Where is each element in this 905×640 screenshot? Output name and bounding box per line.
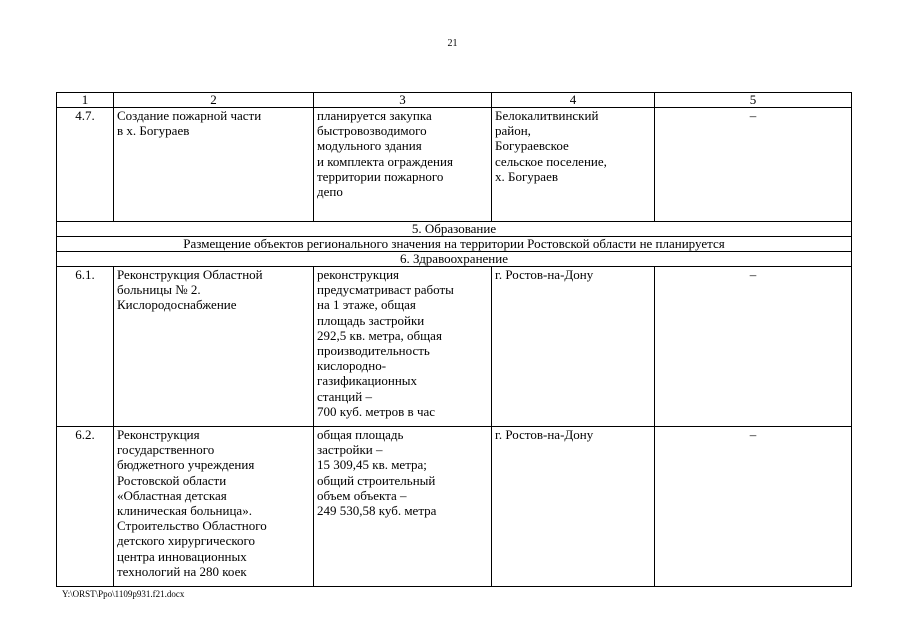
row-number: 6.2. — [57, 427, 114, 587]
header-cell: 4 — [492, 93, 655, 108]
table-header-row — [57, 93, 852, 108]
section-title: 5. Образование — [57, 222, 852, 237]
table-row — [57, 267, 852, 427]
object-name: Реконструкция Областной больницы № 2. Кислородоснабжение — [114, 267, 314, 427]
section-title: 6. Здравоохранение — [57, 252, 852, 267]
header-cell: 1 — [57, 93, 114, 108]
object-name: Реконструкция государственного бюджетного учреждения Ростовской области «Областная детская клиническая больница». Строительство Областного детского хирургического центра инновационных технологий на 280 коек — [114, 427, 314, 587]
object-note: – — [655, 267, 852, 427]
object-location: Белокалитвинский район, Богураевское сельское поселение, х. Богураев — [492, 108, 655, 222]
object-name: Создание пожарной части в х. Богураев — [114, 108, 314, 222]
object-description: планируется закупка быстровозводимого модульного здания и комплекта ограждения территории пожарного депо — [314, 108, 492, 222]
row-number: 6.1. — [57, 267, 114, 427]
section-heading-row — [57, 252, 852, 267]
object-description: общая площадь застройки – 15 309,45 кв. метра; общий строительный объем объекта – 249 530,58 куб. метра — [314, 427, 492, 587]
table-row — [57, 108, 852, 222]
object-description: реконструкция предусматриваст работы на 1 этаже, общая площадь застройки 292,5 кв. метра, общая производительность кислородно- газификационных станций – 700 куб. метров в час — [314, 267, 492, 427]
object-location: г. Ростов-на-Дону — [492, 267, 655, 427]
header-cell: 3 — [314, 93, 492, 108]
objects-table — [56, 92, 852, 587]
header-cell: 2 — [114, 93, 314, 108]
object-note: – — [655, 427, 852, 587]
row-number: 4.7. — [57, 108, 114, 222]
table-row — [57, 427, 852, 587]
file-path-footer: Y:\ORST\Ppo\1109p931.f21.docx — [62, 589, 185, 599]
page-number: 21 — [447, 38, 458, 49]
section-note: Размещение объектов регионального значения на территории Ростовской области не планируется — [57, 237, 852, 252]
header-cell: 5 — [655, 93, 852, 108]
section-note-row — [57, 237, 852, 252]
object-note: – — [655, 108, 852, 222]
object-location: г. Ростов-на-Дону — [492, 427, 655, 587]
section-heading-row — [57, 222, 852, 237]
